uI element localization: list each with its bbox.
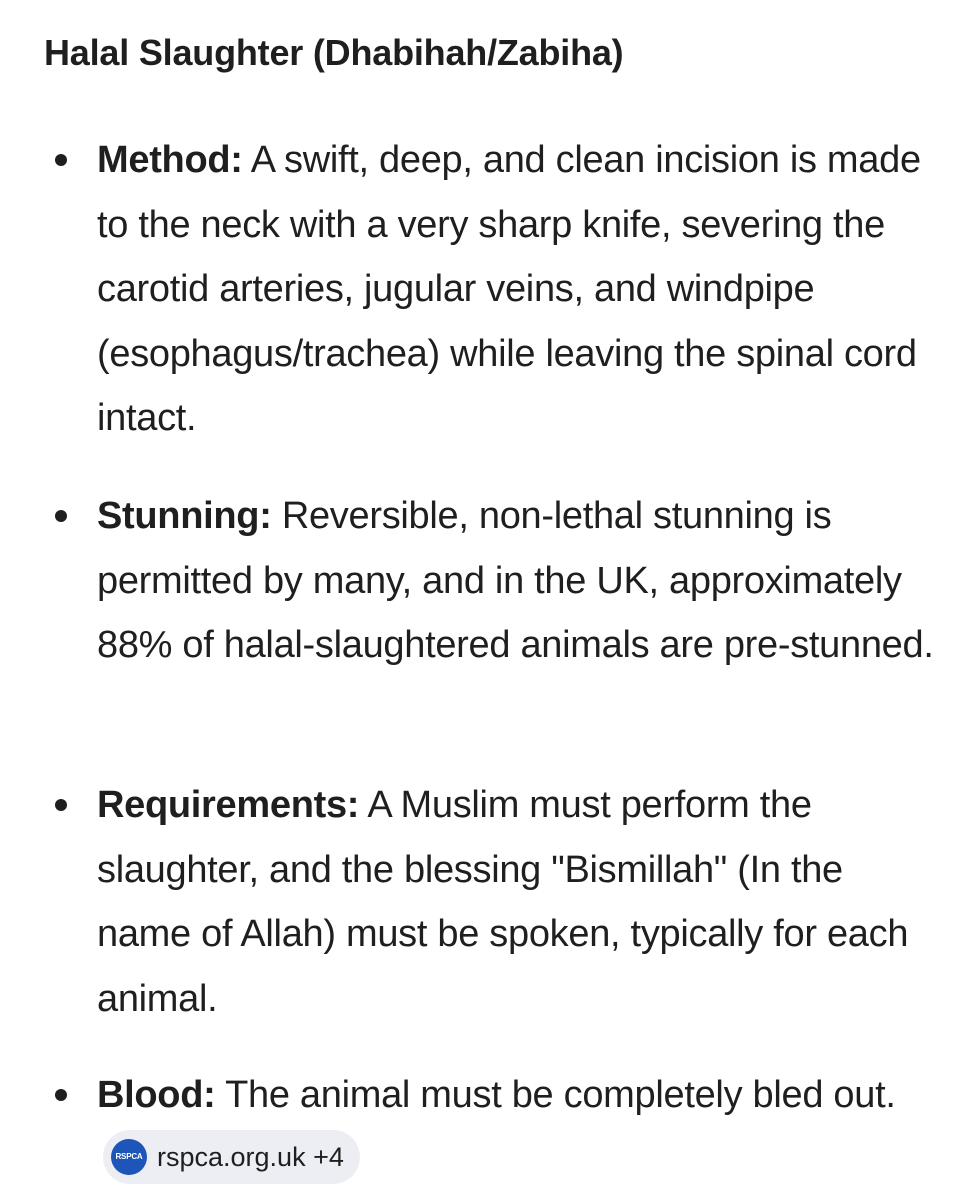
list-item-requirements [97, 773, 937, 1031]
list-item-blood [97, 1063, 937, 1192]
bullet-icon [55, 1089, 67, 1101]
item-text: Reversible, non-lethal stunning is permitted by many, and in the UK, approximately 88% of halal-slaughtered animals are pre-stunned. [97, 495, 934, 666]
item-term: Method: [97, 139, 243, 181]
section-heading: Halal Slaughter (Dhabihah/Zabiha) [44, 32, 624, 73]
source-chip[interactable] [103, 1130, 360, 1184]
item-text: The animal must be completely bled out. [215, 1074, 896, 1116]
bullet-icon [55, 154, 67, 166]
item-text: A swift, deep, and clean incision is made to the neck with a very sharp knife, severing the carotid arteries, jugular veins, and windpipe (esophagus/trachea) while leaving the spinal cord intact. [97, 139, 921, 439]
item-term: Requirements: [97, 784, 360, 826]
item-text: A Muslim must perform the slaughter, and the blessing "Bismillah" (In the name of Allah) must be spoken, typically for each animal. [97, 784, 909, 1020]
item-term: Stunning: [97, 495, 272, 537]
list-item-stunning [97, 484, 937, 678]
bullet-icon [55, 799, 67, 811]
bullet-icon [55, 510, 67, 522]
rspca-logo-icon: RSPCA [111, 1139, 147, 1175]
source-chip-label: rspca.org.uk +4 [157, 1142, 344, 1173]
item-term: Blood: [97, 1074, 216, 1116]
list-item-method [97, 128, 937, 451]
